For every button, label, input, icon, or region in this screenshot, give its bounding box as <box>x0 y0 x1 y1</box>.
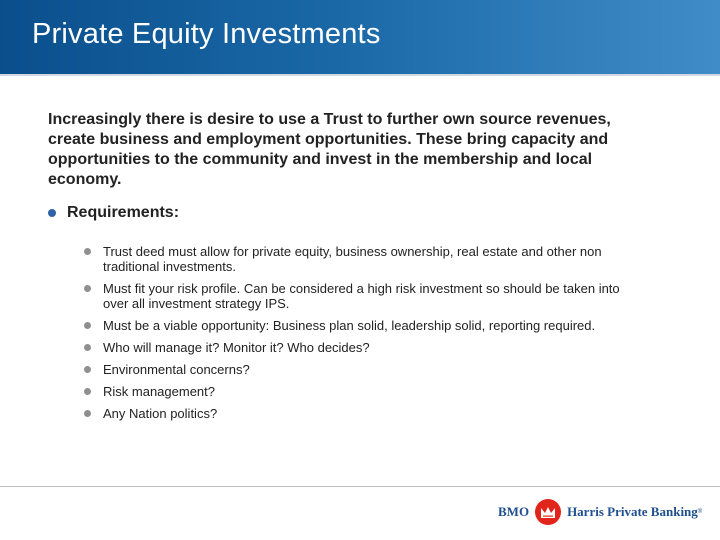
list-item-text: Any Nation politics? <box>103 406 218 421</box>
registered-mark: ® <box>697 509 703 515</box>
logo-harris-text: Harris Private Banking <box>567 504 698 519</box>
bullet-icon <box>84 248 91 255</box>
bullet-icon <box>84 388 91 395</box>
requirements-heading <box>48 204 179 222</box>
list-item <box>84 340 644 355</box>
slide-title: Private Equity Investments <box>32 18 381 50</box>
list-item-text: Trust deed must allow for private equity, business ownership, real estate and other non traditional investments. <box>103 244 602 274</box>
intro-paragraph: Increasingly there is desire to use a Trust to further own source revenues, create business and employment opportunities. These bring capacity and opportunities to the community and invest in the membership and local economy. <box>48 111 611 188</box>
bullet-icon <box>84 410 91 417</box>
list-item <box>84 281 644 311</box>
bmo-roundel-icon <box>535 499 561 525</box>
list-item <box>84 406 644 421</box>
list-item-text: Must be a viable opportunity: Business plan solid, leadership solid, reporting required. <box>103 318 596 333</box>
list-item-text: Environmental concerns? <box>103 362 250 377</box>
list-item <box>84 244 644 274</box>
requirements-list <box>84 244 644 428</box>
bullet-icon <box>84 285 91 292</box>
title-divider <box>0 74 720 76</box>
title-bar <box>0 0 720 74</box>
list-item-text: Risk management? <box>103 384 215 399</box>
bullet-icon <box>84 366 91 373</box>
requirements-label: Requirements: <box>67 204 180 221</box>
bullet-icon <box>84 322 91 329</box>
list-item-text: Who will manage it? Monitor it? Who decides? <box>103 340 370 355</box>
bullet-icon <box>84 344 91 351</box>
list-item-text: Must fit your risk profile. Can be considered a high risk investment so should be taken into over all investment strategy IPS. <box>103 281 620 311</box>
bullet-icon <box>48 209 56 217</box>
footer-divider <box>0 486 720 487</box>
list-item <box>84 318 644 333</box>
list-item <box>84 384 644 399</box>
bmo-harris-logo <box>498 499 702 525</box>
logo-bmo-text: BMO <box>498 504 530 519</box>
list-item <box>84 362 644 377</box>
